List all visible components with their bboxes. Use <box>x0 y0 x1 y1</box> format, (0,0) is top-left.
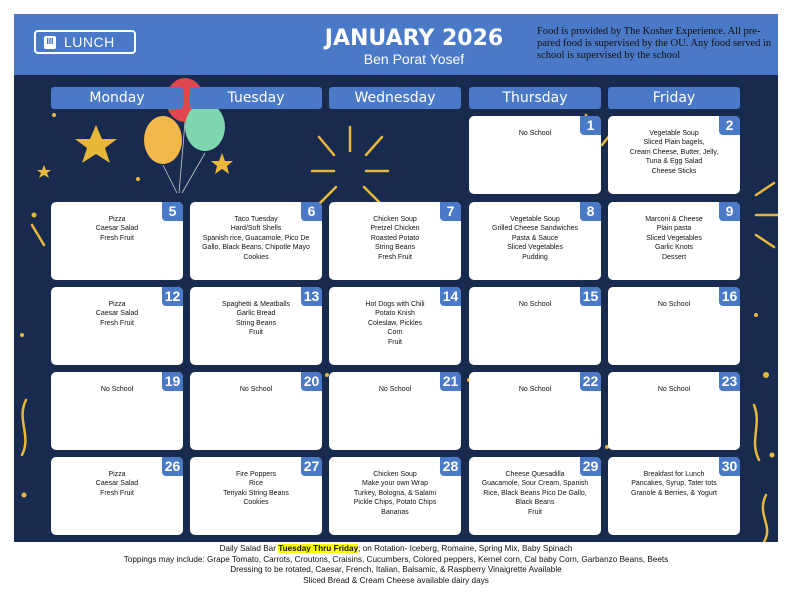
day-cell <box>51 372 183 450</box>
day-cell <box>469 457 601 535</box>
menu-item: Pizza <box>108 301 126 308</box>
menu-item: No School <box>518 386 552 393</box>
menu-item: Pizza <box>108 216 126 223</box>
day-number: 22 <box>580 372 601 391</box>
day-cell <box>190 287 322 365</box>
menu-item: Guacamole, Sour Cream, Spanish <box>481 480 589 488</box>
menu-item: Chicken Soup <box>373 216 417 223</box>
menu-item: Fruit <box>249 329 263 337</box>
day-number: 15 <box>580 287 601 306</box>
menu-item: Tuna & Egg Salad <box>645 158 703 166</box>
menu-item: Cheese Quesadilla <box>505 471 565 478</box>
menu-item: Fresh Fruit <box>100 489 134 497</box>
menu-item: Roasted Potato <box>370 234 420 242</box>
menu-items <box>333 215 457 262</box>
menu-item: Caesar Salad <box>95 310 139 318</box>
day-cell <box>608 457 740 535</box>
school-name: Ben Porat Yosef <box>363 51 465 67</box>
day-cell <box>608 202 740 280</box>
day-number: 9 <box>719 202 740 221</box>
day-number: 6 <box>301 202 322 221</box>
menu-item: Dessert <box>661 253 687 261</box>
menu-item: Vegetable Soup <box>649 130 699 137</box>
day-number: 1 <box>580 116 601 135</box>
menu-items <box>612 300 736 309</box>
lunch-logo <box>34 30 136 54</box>
day-number: 27 <box>301 457 322 476</box>
day-header-monday: Monday <box>51 87 183 109</box>
day-number: 13 <box>301 287 322 306</box>
menu-items <box>194 300 318 338</box>
menu-items <box>612 470 736 498</box>
menu-item: No School <box>518 301 552 308</box>
menu-item: String Beans <box>374 244 416 252</box>
menu-item: Pretzel Chicken <box>370 225 420 233</box>
menu-item: Plain pasta <box>656 225 692 233</box>
menu-item: Caesar Salad <box>95 480 139 488</box>
menu-item: Turkey, Bologna, & Salami <box>353 489 437 497</box>
day-header-friday: Friday <box>608 87 740 109</box>
day-number: 28 <box>440 457 461 476</box>
menu-item: Taco Tuesday <box>234 216 278 223</box>
menu-item: Pizza <box>108 471 126 478</box>
menu-item: Cookies <box>243 499 269 507</box>
day-number: 21 <box>440 372 461 391</box>
day-cell <box>608 372 740 450</box>
lunch-tray-icon <box>41 34 59 52</box>
menu-item: No School <box>657 386 691 393</box>
day-header-tuesday: Tuesday <box>190 87 322 109</box>
menu-item: Black Beans <box>515 499 555 507</box>
day-number: 20 <box>301 372 322 391</box>
day-cell <box>51 457 183 535</box>
page-title: JANUARY 2026 <box>324 26 504 51</box>
menu-item: Rice, Black Beans Pico De Gallo, <box>483 489 587 497</box>
menu-item: Fruit <box>388 338 402 346</box>
menu-item: Hot Dogs with Chili <box>365 301 425 308</box>
day-number: 30 <box>719 457 740 476</box>
day-cell <box>190 372 322 450</box>
day-number: 29 <box>580 457 601 476</box>
day-cell <box>51 287 183 365</box>
menu-items <box>55 470 179 498</box>
menu-item: String Beans <box>235 319 277 327</box>
menu-item: Cream Cheese, Butter, Jelly, <box>629 148 719 156</box>
day-cell <box>329 457 461 535</box>
menu-items <box>473 470 597 517</box>
day-number: 14 <box>440 287 461 306</box>
menu-item: Sliced Plain bagels, <box>643 139 705 147</box>
menu-item: Cookies <box>243 253 269 261</box>
bread-line: Sliced Bread & Cream Cheese available dairy days <box>303 575 489 585</box>
menu-items <box>473 300 597 309</box>
menu-item: Fresh Fruit <box>100 319 134 327</box>
day-cell <box>190 457 322 535</box>
logo-label: LUNCH <box>64 34 115 50</box>
menu-item: Breakfast for Lunch <box>643 471 705 478</box>
menu-item: Make your own Wrap <box>361 480 428 488</box>
day-cell <box>469 202 601 280</box>
menu-items <box>55 215 179 243</box>
menu-item: Hard/Soft Shells <box>230 225 282 233</box>
menu-item: Spanish rice, Guacamole, Pico De <box>202 234 310 242</box>
salad-bar-info <box>14 544 778 586</box>
menu-item: Pudding <box>522 253 548 261</box>
menu-item: No School <box>239 386 273 393</box>
menu-item: Pancakes, Syrup, Tater tots <box>631 480 717 488</box>
menu-item: Garlic Bread <box>236 310 276 318</box>
day-number: 16 <box>719 287 740 306</box>
day-cell <box>329 202 461 280</box>
calendar-board <box>14 75 778 542</box>
menu-item: Caesar Salad <box>95 225 139 233</box>
menu-items <box>612 215 736 262</box>
menu-items <box>55 385 179 394</box>
toppings-line: Toppings may include: Grape Tomato, Carrots, Croutons, Craisins, Cucumbers, Colored peppers, Kernel corn, Cal baby Corn, Garbanzo Beans, Beets <box>123 554 669 564</box>
day-number: 8 <box>580 202 601 221</box>
dressing-line: Dressing to be rotated, Caesar, French, Italian, Balsamic, & Raspberry Vinaigrette Available <box>230 565 562 575</box>
day-header-wednesday: Wednesday <box>329 87 461 109</box>
day-cell <box>329 372 461 450</box>
menu-item: No School <box>518 130 552 137</box>
menu-item: Granole & Berries, & Yogurt <box>631 489 717 497</box>
menu-item: Fire Poppers <box>235 471 277 478</box>
menu-item: Sliced Vegetables <box>507 244 563 252</box>
day-cell <box>329 287 461 365</box>
menu-item: Potato Knish <box>375 310 415 318</box>
day-number: 19 <box>162 372 183 391</box>
menu-items <box>473 385 597 394</box>
menu-item: Pickle Chips, Potato Chips <box>353 499 437 507</box>
menu-items <box>194 215 318 262</box>
header-banner <box>14 14 778 75</box>
menu-item: Sliced Vegetables <box>646 234 702 242</box>
menu-items <box>333 300 457 347</box>
menu-item: Vegetable Soup <box>510 216 560 223</box>
menu-item: Gallo, Black Beans, Chipotle Mayo <box>202 244 310 252</box>
menu-item: No School <box>657 301 691 308</box>
menu-item: Garlic Knots <box>654 244 694 252</box>
menu-item: Fruit <box>528 508 542 516</box>
day-number: 26 <box>162 457 183 476</box>
menu-item: Pasta & Sauce <box>511 234 559 242</box>
menu-item: No School <box>100 386 134 393</box>
menu-item: Spaghetti & Meatballs <box>221 301 291 308</box>
day-header-thursday: Thursday <box>469 87 601 109</box>
day-number: 12 <box>162 287 183 306</box>
menu-items <box>473 215 597 262</box>
menu-item: Bananas <box>381 508 409 516</box>
menu-items <box>55 300 179 328</box>
menu-items <box>194 470 318 508</box>
day-number: 5 <box>162 202 183 221</box>
menu-items <box>194 385 318 394</box>
day-cell <box>608 287 740 365</box>
menu-items <box>333 385 457 394</box>
salad-bar-days-highlight: Tuesday Thru Friday <box>278 544 359 553</box>
menu-items <box>473 129 597 138</box>
menu-item: Teriyaki String Beans <box>223 489 289 497</box>
day-number: 7 <box>440 202 461 221</box>
menu-item: Chicken Soup <box>373 471 417 478</box>
day-cell <box>190 202 322 280</box>
day-cell <box>608 116 740 194</box>
menu-item: No School <box>378 386 412 393</box>
day-number: 2 <box>719 116 740 135</box>
menu-item: Cheese Sticks <box>651 167 697 175</box>
menu-item: Grilled Cheese Sandwiches <box>492 225 578 233</box>
day-cell <box>51 202 183 280</box>
menu-items <box>333 470 457 517</box>
menu-item: Rice <box>248 480 263 488</box>
menu-item: Coleslaw, Pickles <box>367 319 423 327</box>
day-cell <box>469 287 601 365</box>
menu-item: Fresh Fruit <box>100 234 134 242</box>
menu-item: Marconi & Cheese <box>645 216 703 223</box>
menu-items <box>612 129 736 176</box>
kosher-note: Food is provided by The Kosher Experience. All pre-pared food is supervised by the OU. Any food served in school is supervised by the school <box>537 26 772 61</box>
day-cell <box>469 116 601 194</box>
menu-items <box>612 385 736 394</box>
menu-item: Fresh Fruit <box>378 253 412 261</box>
menu-item: Corn <box>387 329 403 337</box>
day-cell <box>469 372 601 450</box>
day-number: 23 <box>719 372 740 391</box>
salad-bar-line: Daily Salad Bar Tuesday Thru Friday; on Rotation- Iceberg, Romaine, Spring Mix, Baby Spinach <box>219 544 573 553</box>
